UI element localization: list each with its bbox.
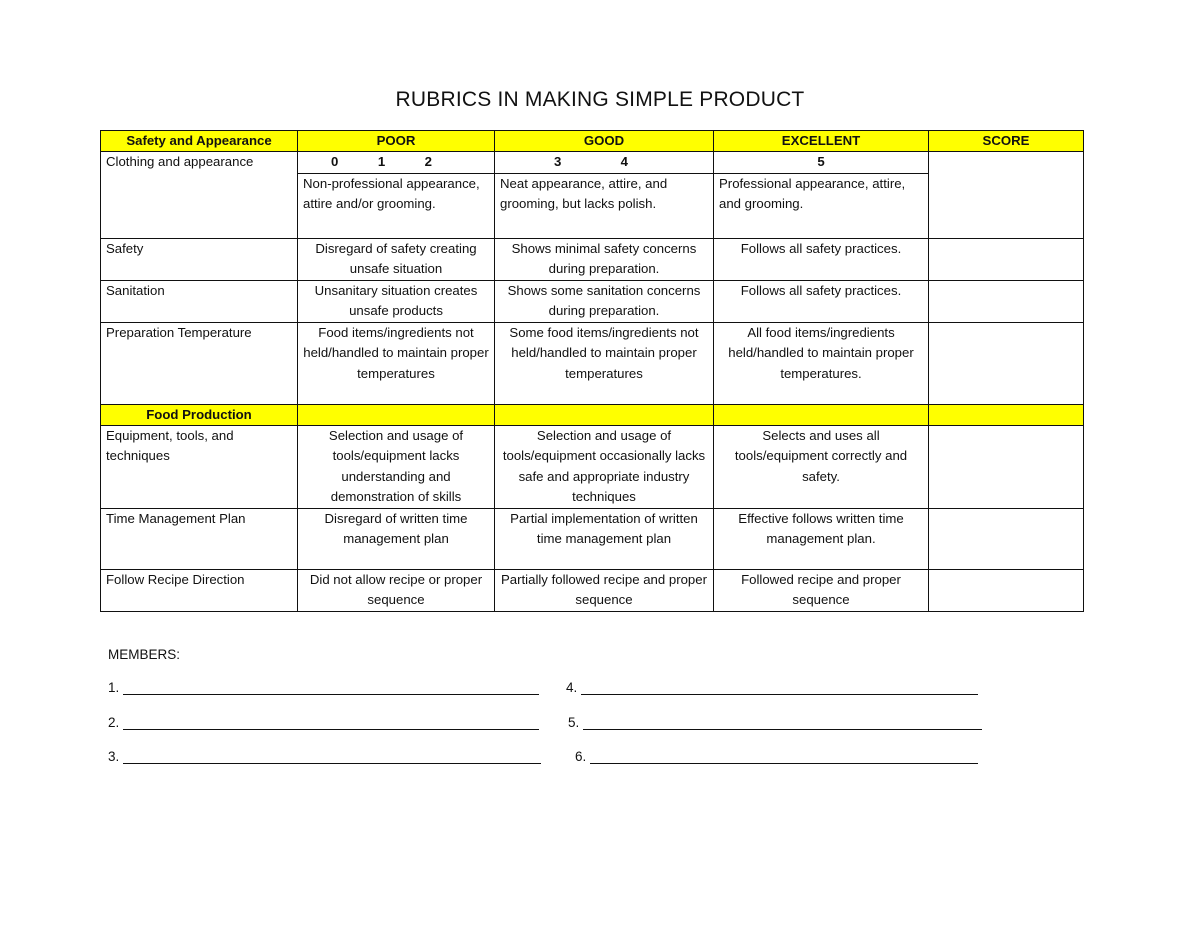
score-cell[interactable] (929, 152, 1084, 239)
blank-line[interactable] (581, 680, 978, 695)
members-label: MEMBERS: (108, 647, 181, 662)
header-good: GOOD (495, 131, 714, 152)
criterion-time-plan: Time Management Plan (101, 508, 298, 569)
clothing-good: Neat appearance, attire, and grooming, but lacks polish. (495, 173, 714, 238)
prep-temp-good: Some food items/ingredients not held/handled to maintain proper temperatures (495, 322, 714, 404)
criterion-clothing: Clothing and appearance (101, 152, 298, 239)
header-excellent: EXCELLENT (714, 131, 929, 152)
section-fill (495, 404, 714, 425)
member-line-1[interactable] (108, 680, 539, 695)
header-poor: POOR (298, 131, 495, 152)
scale-good (495, 152, 714, 174)
header-criteria: Safety and Appearance (101, 131, 298, 152)
page-title: RUBRICS IN MAKING SIMPLE PRODUCT (395, 88, 805, 111)
prep-temp-poor: Food items/ingredients not held/handled to maintain proper temperatures (298, 322, 495, 404)
section-row-food-production (101, 404, 1084, 425)
blank-line[interactable] (123, 680, 539, 695)
member-number: 2. (108, 715, 120, 730)
safety-poor: Disregard of safety creating unsafe situation (298, 238, 495, 280)
member-line-5[interactable] (568, 715, 982, 730)
sanitation-poor: Unsanitary situation creates unsafe products (298, 280, 495, 322)
scale-value: 3 (554, 154, 562, 169)
score-cell[interactable] (929, 425, 1084, 508)
table-row (101, 569, 1084, 611)
header-row (101, 131, 1084, 152)
scale-value: 2 (424, 154, 432, 169)
table-row (101, 425, 1084, 508)
criterion-equipment: Equipment, tools, and techniques (101, 425, 298, 508)
scale-value: 1 (377, 154, 386, 169)
member-line-3[interactable] (108, 749, 541, 764)
table-row (101, 322, 1084, 404)
blank-line[interactable] (123, 749, 541, 764)
member-line-6[interactable] (575, 749, 978, 764)
time-plan-excellent: Effective follows written time management plan. (714, 508, 929, 569)
section-fill (714, 404, 929, 425)
score-cell[interactable] (929, 322, 1084, 404)
recipe-excellent: Followed recipe and proper sequence (714, 569, 929, 611)
member-number: 6. (575, 749, 587, 764)
equipment-poor: Selection and usage of tools/equipment lacks understanding and demonstration of skills (298, 425, 495, 508)
criterion-sanitation: Sanitation (101, 280, 298, 322)
scale-value: 4 (620, 154, 628, 169)
table-row (101, 238, 1084, 280)
recipe-good: Partially followed recipe and proper sequence (495, 569, 714, 611)
blank-line[interactable] (583, 715, 982, 730)
member-number: 3. (108, 749, 120, 764)
time-plan-poor: Disregard of written time management plan (298, 508, 495, 569)
member-number: 4. (566, 680, 578, 695)
section-fill (298, 404, 495, 425)
prep-temp-excellent: All food items/ingredients held/handled to maintain proper temperatures. (714, 322, 929, 404)
scale-poor (298, 152, 495, 174)
table-row (101, 508, 1084, 569)
member-line-4[interactable] (566, 680, 978, 695)
table-row (101, 152, 1084, 174)
scale-excellent: 5 (714, 152, 929, 174)
member-line-2[interactable] (108, 715, 539, 730)
blank-line[interactable] (123, 715, 539, 730)
sanitation-excellent: Follows all safety practices. (714, 280, 929, 322)
criterion-safety: Safety (101, 238, 298, 280)
score-cell[interactable] (929, 508, 1084, 569)
table-row (101, 280, 1084, 322)
safety-excellent: Follows all safety practices. (714, 238, 929, 280)
score-cell[interactable] (929, 569, 1084, 611)
equipment-good: Selection and usage of tools/equipment occasionally lacks safe and appropriate industry techniques (495, 425, 714, 508)
recipe-poor: Did not allow recipe or proper sequence (298, 569, 495, 611)
header-score: SCORE (929, 131, 1084, 152)
rubric-table (100, 130, 1084, 612)
sanitation-good: Shows some sanitation concerns during preparation. (495, 280, 714, 322)
blank-line[interactable] (590, 749, 978, 764)
score-cell[interactable] (929, 238, 1084, 280)
criterion-prep-temp: Preparation Temperature (101, 322, 298, 404)
clothing-excellent: Professional appearance, attire, and grooming. (714, 173, 929, 238)
time-plan-good: Partial implementation of written time management plan (495, 508, 714, 569)
scale-value: 0 (331, 154, 339, 169)
member-number: 5. (568, 715, 580, 730)
safety-good: Shows minimal safety concerns during preparation. (495, 238, 714, 280)
criterion-recipe: Follow Recipe Direction (101, 569, 298, 611)
equipment-excellent: Selects and uses all tools/equipment correctly and safety. (714, 425, 929, 508)
clothing-poor: Non-professional appearance, attire and/or grooming. (298, 173, 495, 238)
section-fill (929, 404, 1084, 425)
section-label: Food Production (101, 404, 298, 425)
member-number: 1. (108, 680, 120, 695)
score-cell[interactable] (929, 280, 1084, 322)
